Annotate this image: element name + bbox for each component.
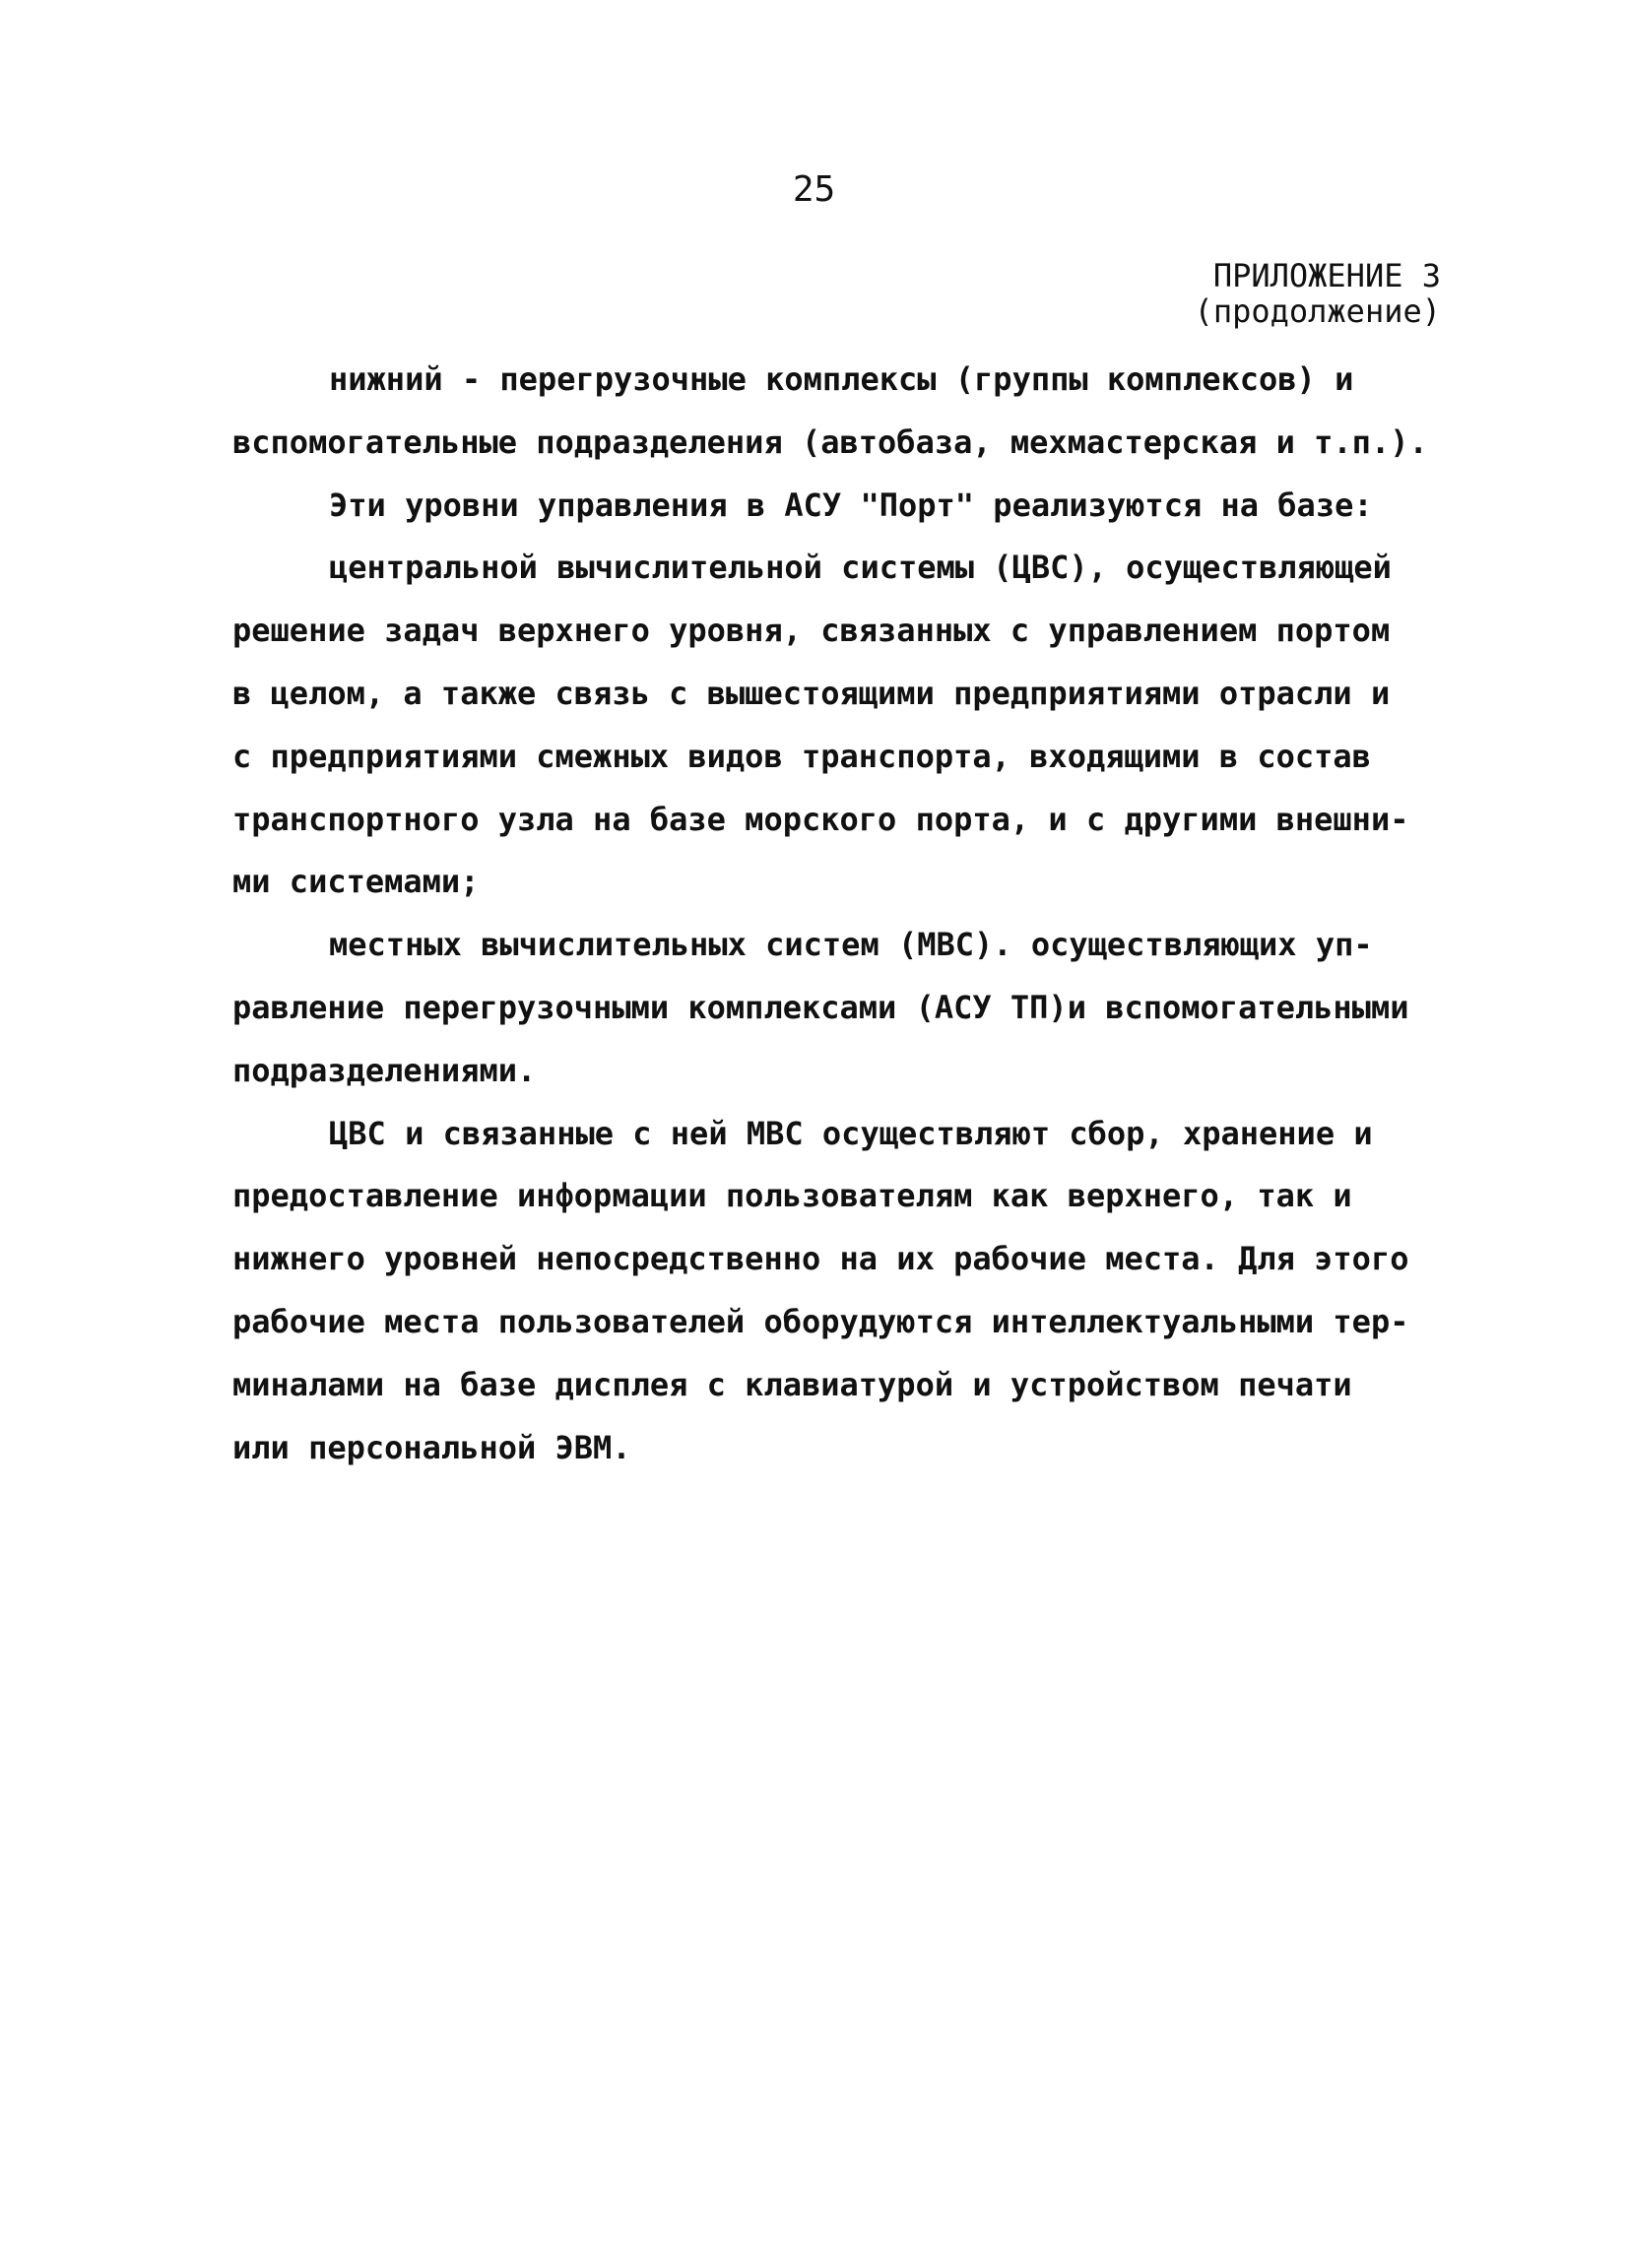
text-line: ми системами; bbox=[232, 863, 480, 901]
text-line: центральной вычислительной системы (ЦВС), осуществляющей bbox=[329, 549, 1392, 587]
text-line: нижнего уровней непосредственно на их рабочие места. Для этого bbox=[232, 1240, 1409, 1278]
text-line: нижний - перегрузочные комплексы (группы комплексов) и bbox=[329, 360, 1354, 398]
text-line: миналами на базе дисплея с клавиатурой и устройством печати bbox=[232, 1365, 1352, 1403]
appendix-header bbox=[1195, 258, 1441, 329]
appendix-title: ПРИЛОЖЕНИЕ 3 bbox=[1212, 257, 1441, 294]
body-text bbox=[232, 349, 1434, 1479]
text-line: ЦВС и связанные с ней МВС осуществляют сбор, хранение и bbox=[329, 1114, 1373, 1152]
text-line: предоставление информации пользователям как верхнего, так и bbox=[232, 1177, 1352, 1215]
text-line: в целом, а также связь с вышестоящими предприятиями отрасли и bbox=[232, 674, 1391, 712]
text-line: подразделениями. bbox=[232, 1051, 537, 1089]
text-line: Эти уровни управления в АСУ "Порт" реализуются на базе: bbox=[329, 486, 1373, 524]
text-line: с предприятиями смежных видов транспорта, входящими в состав bbox=[232, 737, 1371, 775]
text-line: решение задач верхнего уровня, связанных с управлением портом bbox=[232, 612, 1391, 650]
text-line: транспортного узла на базе морского порта, и с другими внешни- bbox=[232, 800, 1409, 838]
page-number: 25 bbox=[792, 169, 836, 210]
text-line: равление перегрузочными комплексами (АСУ ТП)и вспомогательными bbox=[232, 988, 1409, 1026]
text-line: местных вычислительных систем (МВС). осуществляющих уп- bbox=[329, 926, 1373, 964]
appendix-subtitle: (продолжение) bbox=[1194, 292, 1441, 330]
text-line: или персональной ЭВМ. bbox=[232, 1428, 631, 1466]
text-line: вспомогательные подразделения (автобаза, мехмастерская и т.п.). bbox=[232, 422, 1428, 461]
text-line: рабочие места пользователей оборудуются интеллектуальными тер- bbox=[232, 1302, 1409, 1340]
